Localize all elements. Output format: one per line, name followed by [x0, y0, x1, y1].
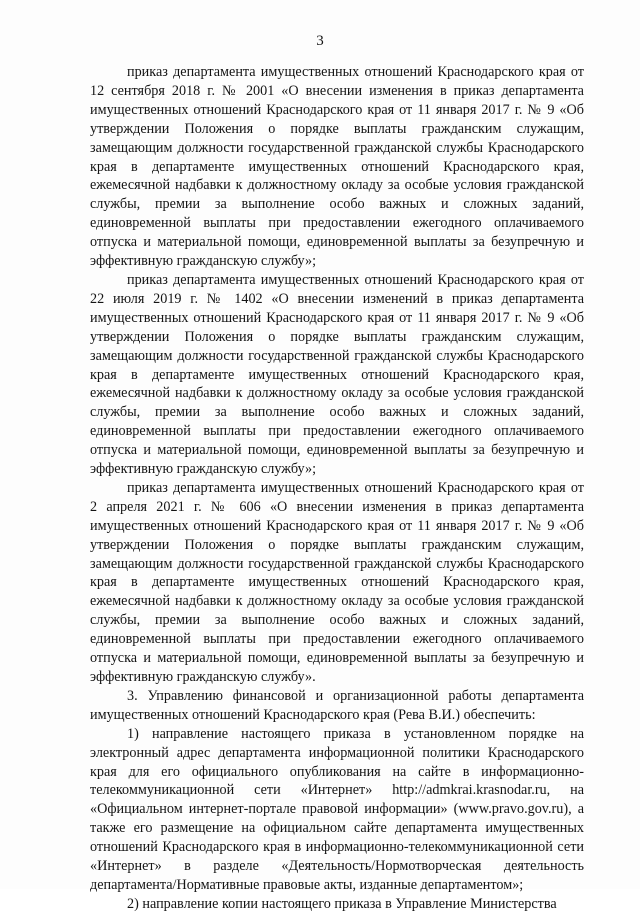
paragraph-order-2001: приказ департамента имущественных отношений Краснодарского края от 12 сентября 2018 г. № 2001 «О внесении изменения в приказ департамента имущественных отношений Краснодарского края от 11 января 2017 г. № 9 «Об утверждении Положения о порядке выплаты гражданским служащим, замещающим должности государственной гражданской службы Краснодарского края в департаменте имущественных отношений Краснодарского края, ежемесячной надбавки к должностному окладу за особые условия гражданской службы, премии за выполнение особо важных и сложных заданий, единовременной выплаты при предоставлении ежегодного оплачиваемого отпуска и материальной помощи, единовременной выплаты за безупречную и эффективную гражданскую службу»;	[90, 64, 584, 270]
paragraph-item-3: 3. Управлению финансовой и организационной работы департамента имущественных отношений Краснодарского края (Рева В.И.) обеспечить:	[90, 687, 584, 723]
paragraph-order-606: приказ департамента имущественных отношений Краснодарского края от 2 апреля 2021 г. № 606 «О внесении изменения в приказ департамента имущественных отношений Краснодарского края от 11 января 2017 г. № 9 «Об утверждении Положения о порядке выплаты гражданским служащим, замещающим должности государственной гражданской службы Краснодарского края в департаменте имущественных отношений Краснодарского края, ежемесячной надбавки к должностному окладу за особые условия гражданской службы, премии за выполнение особо важных и сложных заданий, единовременной выплаты при предоставлении ежегодного оплачиваемого отпуска и материальной помощи, единовременной выплаты за безупречную и эффективную гражданскую службу».	[90, 479, 584, 685]
document-body	[90, 63, 584, 914]
paragraph-order-1402: приказ департамента имущественных отношений Краснодарского края от 22 июля 2019 г. № 1402 «О внесении изменений в приказ департамента имущественных отношений Краснодарского края от 11 января 2017 г. № 9 «Об утверждении Положения о порядке выплаты гражданским служащим, замещающим должности государственной гражданской службы Краснодарского края в департаменте имущественных отношений Краснодарского края, ежемесячной надбавки к должностному окладу за особые условия гражданской службы, премии за выполнение особо важных и сложных заданий, единовременной выплаты при предоставлении ежегодного оплачиваемого отпуска и материальной помощи, единовременной выплаты за безупречную и эффективную гражданскую службу»;	[90, 271, 584, 478]
page-number: 3	[316, 33, 324, 49]
paragraph-subitem-1: 1) направление настоящего приказа в установленном порядке на электронный адрес департамента информационной политики Краснодарского края для его официального опубликования на сайте в информационно-телекоммуникационной сети «Интернет» http://admkrai.krasnodar.ru, на «Официальном интернет-портале правовой информации» (www.pravo.gov.ru), а также его размещение на официальном сайте департамента имущественных отношений Краснодарского края в информационно-телекоммуникационной сети «Интернет» в разделе «Деятельность/Нормотворческая деятельность департамента/Нормативные правовые акты, изданные департаментом»;	[90, 725, 584, 893]
paragraph-subitem-2: 2) направление копии настоящего приказа в Управление Министерства	[127, 895, 557, 912]
